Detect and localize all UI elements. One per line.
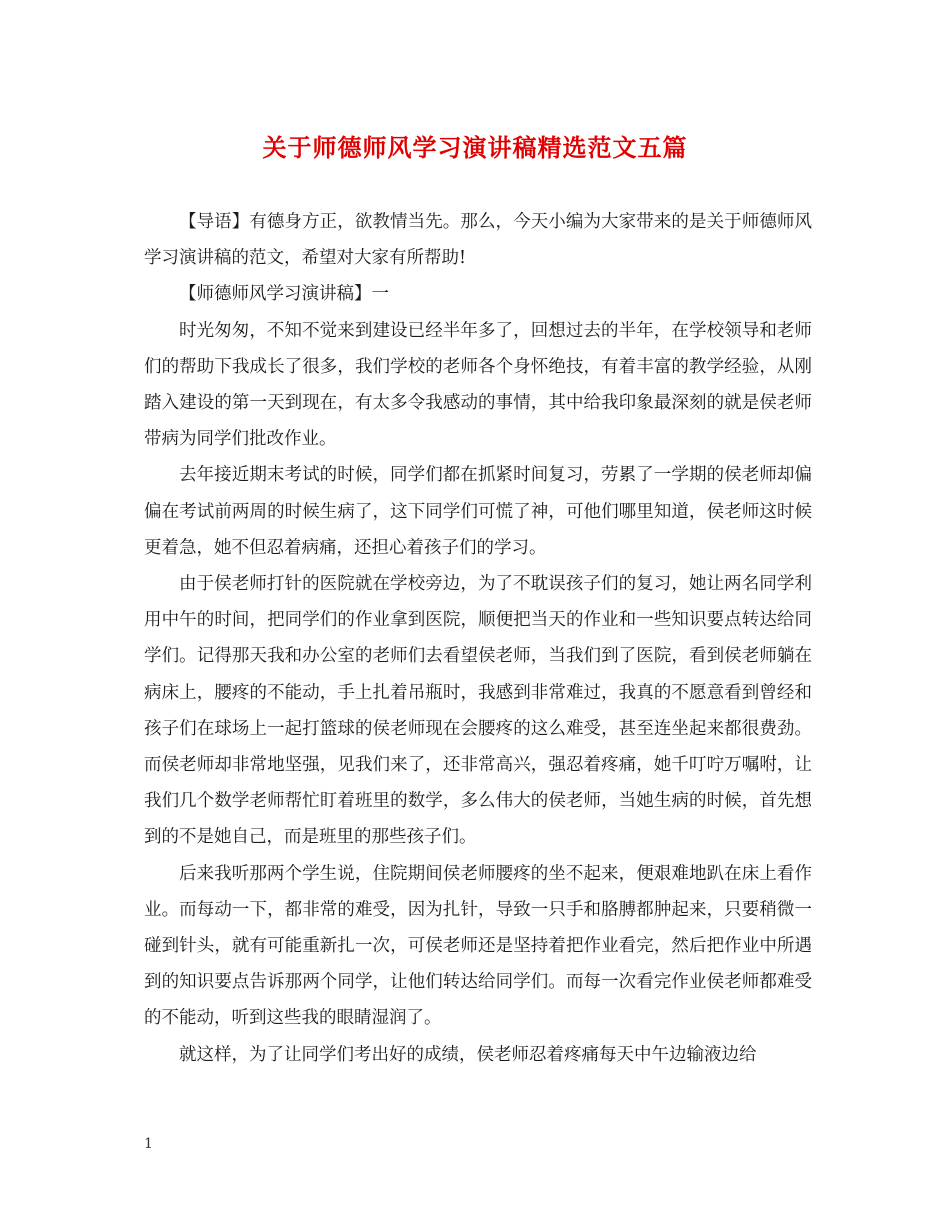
body-paragraph: 由于侯老师打针的医院就在学校旁边，为了不耽误孩子们的复习，她让两名同学利用中午的时间，把同学们的作业拿到医院，顺便把当天的作业和一些知识要点转达给同学们。记得那天我和办公室的老师们去看望侯老师，当我们到了医院，看到侯老师躺在病床上，腰疼的不能动，手上扎着吊瓶时，我感到非常难过，我真的不愿意看到曾经和孩子们在球场上一起打篮球的侯老师现在会腰疼的这么难受，甚至连坐起来都很费劲。而侯老师却非常地坚强，见我们来了，还非常高兴，强忍着疼痛，她千叮咛万嘱咐，让我们几个数学老师帮忙盯着班里的数学，多么伟大的侯老师，当她生病的时候，首先想到的不是她自己，而是班里的那些孩子们。 bbox=[144, 574, 812, 848]
body-paragraph: 时光匆匆，不知不觉来到建设已经半年多了，回想过去的半年，在学校领导和老师们的帮助下我成长了很多，我们学校的老师各个身怀绝技，有着丰富的教学经验，从刚踏入建设的第一天到现在，有太多令我感动的事情，其中给我印象最深刻的就是侯老师带病为同学们批改作业。 bbox=[144, 320, 812, 450]
page-title: 关于师德师风学习演讲稿精选范文五篇 bbox=[262, 133, 688, 162]
body-paragraph: 后来我听那两个学生说，住院期间侯老师腰疼的坐不起来，便艰难地趴在床上看作业。而每动一下，都非常的难受，因为扎针，导致一只手和胳膊都肿起来，只要稍微一碰到针头，就有可能重新扎一次，可侯老师还是坚持着把作业看完，然后把作业中所遇到的知识要点告诉那两个同学，让他们转达给同学们。而每一次看完作业侯老师都难受的不能动，听到这些我的眼睛湿润了。 bbox=[144, 863, 812, 1029]
page-number: 1 bbox=[144, 1136, 153, 1152]
document-body bbox=[144, 204, 812, 1073]
body-paragraph: 去年接近期末考试的时候，同学们都在抓紧时间复习，劳累了一学期的侯老师却偏偏在考试前两周的时候生病了，这下同学们可慌了神，可他们哪里知道，侯老师这时候更着急，她不但忍着病痛，还担心着孩子们的学习。 bbox=[144, 465, 812, 558]
intro-paragraph: 【导语】有德身方正，欲教情当先。那么，今天小编为大家带来的是关于师德师风学习演讲稿的范文，希望对大家有所帮助! bbox=[144, 212, 812, 269]
body-paragraph: 就这样，为了让同学们考出好的成绩，侯老师忍着疼痛每天中午边输液边给 bbox=[179, 1044, 757, 1065]
section-heading: 【师德师风学习演讲稿】一 bbox=[179, 284, 389, 305]
